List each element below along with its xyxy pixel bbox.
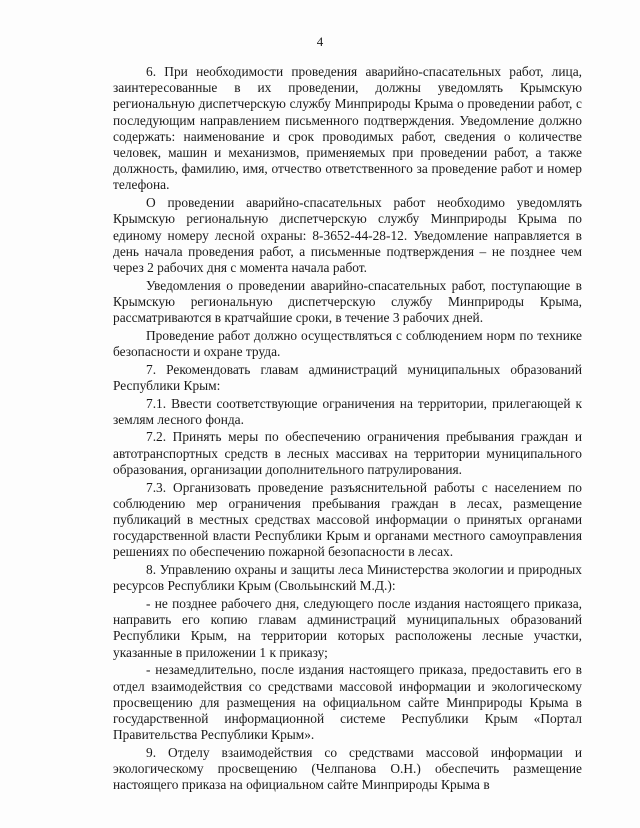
paragraph-notification-review: Уведомления о проведении аварийно-спасательных работ, поступающие в Крымскую региональную диспетчерскую службу Минприроды Крыма, рассматриваются в кратчайшие сроки, в течение 3 рабочих дней. (113, 277, 582, 326)
document-body (113, 64, 582, 795)
paragraph-7-3: 7.3. Организовать проведение разъяснительной работы с населением по соблюдению мер ограничения пребывания граждан в лесах, размещение публикаций в местных средствах массовой информации о принятых органами государственной власти Республики Крым и органами местного самоуправления решениях по обеспечению пожарной безопасности в лесах. (113, 479, 582, 560)
paragraph-8-item-2: - незамедлительно, после издания настоящего приказа, предоставить его в отдел взаимодействия со средствами массовой информации и экологическому просвещению для размещения на официальном сайте Минприроды Крыма в государственной информационной системе Республики Крым «Портал Правительства Республики Крым». (113, 662, 582, 743)
paragraph-8: 8. Управлению охраны и защиты леса Министерства экологии и природных ресурсов Республики Крым (Свольынский М.Д.): (113, 562, 582, 594)
page-number: 4 (316, 34, 324, 49)
paragraph-6: 6. При необходимости проведения аварийно-спасательных работ, лица, заинтересованные в их проведении, должны уведомлять Крымскую региональную диспетчерскую службу Минприроды Крыма о проведении работ, с последующим направлением письменного подтверждения. Уведомление должно содержать: наименование и срок проводимых работ, сведения о количестве человек, машин и механизмов, применяемых при проведении работ, а также должность, фамилию, имя, отчество ответственного за проведение работ и номер телефона. (113, 64, 582, 193)
paragraph-9: 9. Отделу взаимодействия со средствами массовой информации и экологическому просвещению (Челпанова О.Н.) обеспечить размещение настоящего приказа на официальном сайте Минприроды Крыма в (113, 744, 582, 793)
paragraph-7-1: 7.1. Ввести соответствующие ограничения на территории, прилегающей к землям лесного фонда. (113, 395, 582, 427)
paragraph-8-item-1: - не позднее рабочего дня, следующего после издания настоящего приказа, направить его копию главам администраций муниципальных образований Республики Крым, на территории которых расположены лесные участки, указанные в приложении 1 к приказу; (113, 596, 582, 660)
paragraph-7-2: 7.2. Принять меры по обеспечению ограничения пребывания граждан и автотранспортных средств в лесных массивах на территории муниципального образования, организации дополнительного патрулирования. (113, 429, 582, 477)
paragraph-7: 7. Рекомендовать главам администраций муниципальных образований Республики Крым: (113, 361, 582, 393)
paragraph-safety-norms: Проведение работ должно осуществляться с соблюдением норм по технике безопасности и охране труда. (113, 327, 582, 359)
paragraph-notification-procedure: О проведении аварийно-спасательных работ необходимо уведомлять Крымскую региональную диспетчерскую службу Минприроды Крыма по единому номеру лесной охраны: 8-3652-44-28-12. Уведомление направляется в день начала проведения работ, а письменные подтверждения – не позднее чем через 2 рабочих дня с момента начала работ. (113, 195, 582, 275)
